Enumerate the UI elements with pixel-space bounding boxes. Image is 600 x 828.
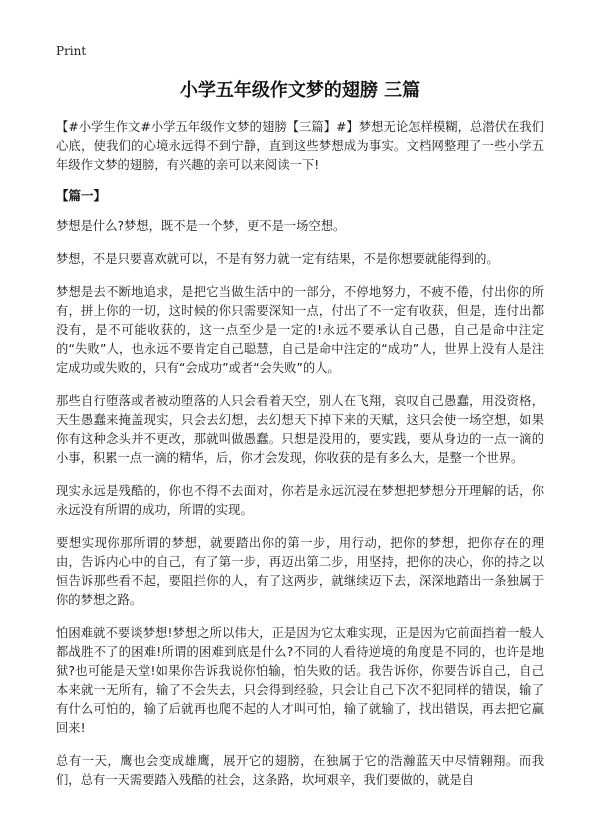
body-paragraph: 怕困难就不要谈梦想!梦想之所以伟大，正是因为它太难实现，正是因为它前面挡着一般人都战胜不了的困难!所谓的困难到底是什么?不同的人看待逆境的角度是不同的，也许是地狱?也可能是天堂!如果你告诉我说你怕输，怕失败的话。我告诉你，你要告诉自己，自己本来就一无所有，输了不会失去，只会得到经验，只会让自己下次不犯同样的错误，输了有什么可怕的，输了后就再也爬不起的人才叫可怕，输了就输了，找出错误，再去把它赢回来! bbox=[56, 626, 544, 735]
print-link[interactable]: Print bbox=[56, 44, 87, 58]
section-heading: 【篇一】 bbox=[56, 188, 107, 203]
intro-paragraph: 【#小学生作文#小学五年级作文梦的翅膀【三篇】#】梦想无论怎样模糊，总潜伏在我们心底，使我们的心境永远得不到宁静，直到这些梦想成为事实。文档网整理了一些小学五年级作文梦的翅膀，有兴趣的亲可以来阅读一下! bbox=[56, 120, 544, 172]
body-paragraph: 那些自行堕落或者被动堕落的人只会看着天空，别人在飞翔，哀叹自己愚蠢，用没资格，天生愚蠢来掩盖现实，只会去幻想，去幻想天下掉下来的天赋，这只会使一场空想，如果你有这种念头并不更改，那就叫做愚蠢。只想是没用的，要实践，要从身边的一点一滴的小事，积累一点一滴的精华，后，你才会发现，你收获的是有多么大，是整一个世界。 bbox=[56, 394, 544, 465]
body-paragraph: 梦想是什么?梦想，既不是一个梦，更不是一场空想。 bbox=[56, 219, 346, 233]
body-paragraph: 梦想，不是只要喜欢就可以，不是有努力就一定有结果，不是你想要就能得到的。 bbox=[56, 252, 499, 266]
body-paragraph: 梦想是去不断地追求，是把它当做生活中的一部分，不停地努力，不疲不倦，付出你的所有，拼上你的一切，这时候的你只需要深知一点，付出了不一定有收获，但是，连付出都没有，是不可能收获的，这一点至少是一定的!永远不要承认自己愚，自己是命中注定的“失败”人，也永远不要肯定自己聪慧，自己是命中注定的“成功”人，世界上没有人是注定成功或失败的，只有“会成功”或者“会失败”的人。 bbox=[56, 285, 544, 375]
article-body bbox=[56, 118, 544, 804]
page-title: 小学五年级作文梦的翅膀 三篇 bbox=[179, 80, 421, 101]
body-paragraph: 现实永远是残酷的，你也不得不去面对，你若是永远沉浸在梦想把梦想分开理解的话，你永远没有所谓的成功，所谓的实现。 bbox=[56, 484, 544, 517]
body-paragraph: 总有一天，鹰也会变成雄鹰，展开它的翅膀，在独属于它的浩瀚蓝天中尽情翱翔。而我们，总有一天需要踏入残酷的社会，这条路，坎坷艰辛，我们要做的，就是自 bbox=[56, 754, 544, 787]
body-paragraph: 要想实现你那所谓的梦想，就要踏出你的第一步，用行动，把你的梦想，把你存在的理由，告诉内心中的自己，有了第一步，再迈出第二步，用坚持，把你的决心，你的持之以恒告诉那些看不起，要阻拦你的人，有了这两步，就继续迈下去，深深地踏出一条独属于你的梦想之路。 bbox=[56, 536, 544, 607]
